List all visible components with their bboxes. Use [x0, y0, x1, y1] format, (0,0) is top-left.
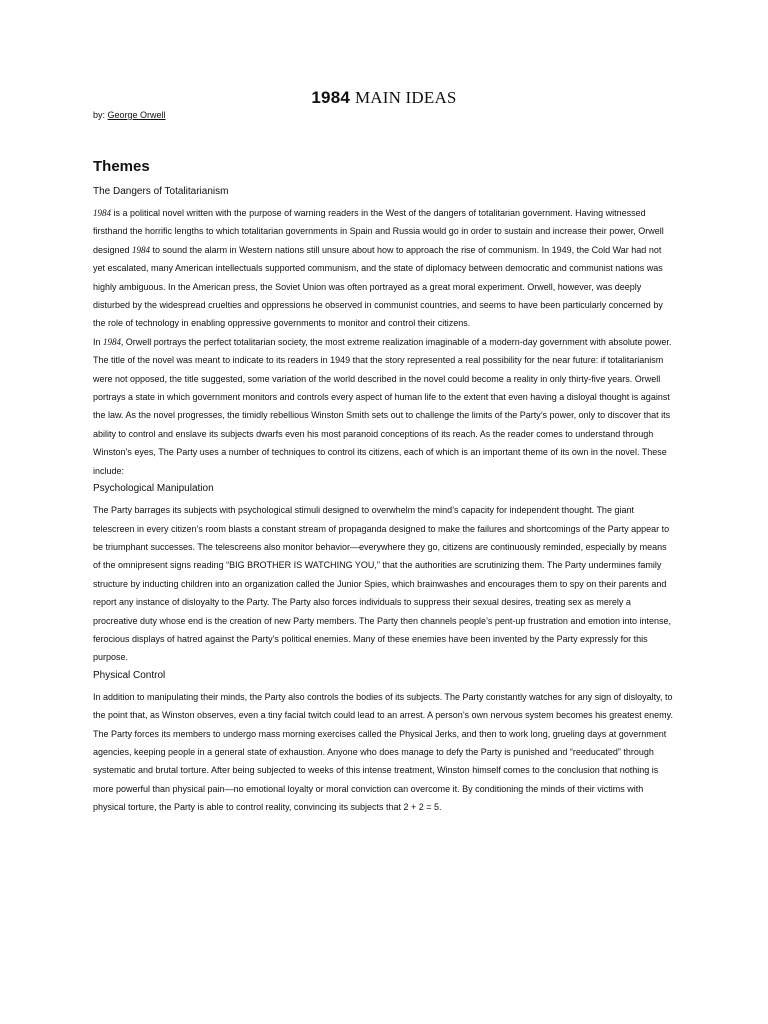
italic-title: 1984,	[103, 336, 124, 347]
page-title	[93, 88, 675, 108]
title-number: 1984	[311, 88, 351, 107]
paragraph-text: Orwell portrays the perfect totalitarian society, the most extreme realization imaginable of a modern-day government with absolute power. The title of the novel was meant to indicate to its readers in 1949 that the story represented a real possibility for the near future: if totalitarianism were not opposed, the title suggested, some variation of the world described in the novel could become a reality in only thirty-five years. Orwell portrays a state in which government monitors and controls every aspect of human life to the extent that even having a disloyal thought is against the law. As the novel progresses, the timidly rebellious Winston Smith sets out to challenge the limits of the Party’s power, only to discover that its ability to control and enslave its subjects dwarfs even his most paranoid conceptions of its reach. As the reader comes to understand through Winston’s eyes, The Party uses a number of techniques to control its citizens, each of which is an important theme of its own in the novel. These include:	[93, 336, 672, 476]
paragraph-text: is a political novel written with the purpose of warning readers in the West of the dangers of totalitarian government. Having witnessed firsthand the horrific lengths to which totalitarian governments in Spain and Russia would go in order to sustain and increase their power, Orwell designed	[93, 208, 664, 255]
italic-title: 1984	[93, 208, 111, 218]
paragraph-text: In	[93, 336, 104, 347]
byline-prefix: by:	[93, 110, 106, 120]
content	[93, 185, 675, 817]
paragraph-psychological-manipulation: The Party barrages its subjects with psychological stimuli designed to overwhelm the mind’s capacity for independent thought. The giant telescreen in every citizen’s room blasts a constant stream of propaganda designed to make the failures and shortcomings of the Party appear to be triumphant successes. The telescreens also monitor behavior—everywhere they go, citizens are continuously reminded, especially by means of the omnipresent signs reading “BIG BROTHER IS WATCHING YOU,” that the authorities are scrutinizing them. The Party undermines family structure by inducting children into an organization called the Junior Spies, which brainwashes and encourages them to spy on their parents and report any instance of disloyalty to the Party. The Party also forces individuals to suppress their sexual desires, treating sex as merely a procreative duty whose end is the creation of new Party members. The Party then channels people’s pent-up frustration and emotion into intense, ferocious displays of hatred against the Party’s political enemies. Many of these enemies have been invented by the Party expressly for this purpose.	[93, 505, 671, 663]
byline	[93, 110, 166, 120]
italic-title: 1984	[132, 244, 151, 255]
paragraph-totalitarianism-2	[93, 333, 675, 480]
subheading-physical-control: Physical Control	[93, 669, 166, 681]
author-link[interactable]: George Orwell	[107, 110, 166, 120]
subheading-psychological-manipulation: Psychological Manipulation	[93, 483, 214, 495]
title-text: MAIN IDEAS	[354, 88, 457, 107]
section-title: Themes	[93, 158, 150, 175]
paragraph-physical-control: In addition to manipulating their minds, the Party also controls the bodies of its subjects. The Party constantly watches for any sign of disloyalty, to the point that, as Winston observes, even a tiny facial twitch could lead to an arrest. A person’s own nervous system becomes his greatest enemy. The Party forces its members to undergo mass morning exercises called the Physical Jerks, and then to work long, grueling days at government agencies, keeping people in a general state of exhaustion. Anyone who does manage to defy the Party is punished and “reeducated” through systematic and brutal torture. After being subjected to weeks of this intense treatment, Winston himself comes to the conclusion that nothing is more powerful than physical pain—no emotional loyalty or moral conviction can overcome it. By conditioning the minds of their victims with physical torture, the Party is able to control reality, convincing its subjects that 2 + 2 = 5.	[93, 691, 673, 813]
paragraph-text: to sound the alarm in Western nations still unsure about how to approach the rise of communism. In 1949, the Cold War had not yet escalated, many American intellectuals supported communism, and the state of diplomacy between democratic and communist nations was highly ambiguous. In the American press, the Soviet Union was often portrayed as a great moral experiment. Orwell, however, was deeply disturbed by the widespread cruelties and oppressions he observed in communist countries, and seems to have been particularly concerned by the role of technology in enabling oppressive governments to monitor and control their citizens.	[93, 244, 663, 329]
paragraph-totalitarianism-1	[93, 204, 675, 333]
subheading-totalitarianism: The Dangers of Totalitarianism	[93, 186, 229, 197]
